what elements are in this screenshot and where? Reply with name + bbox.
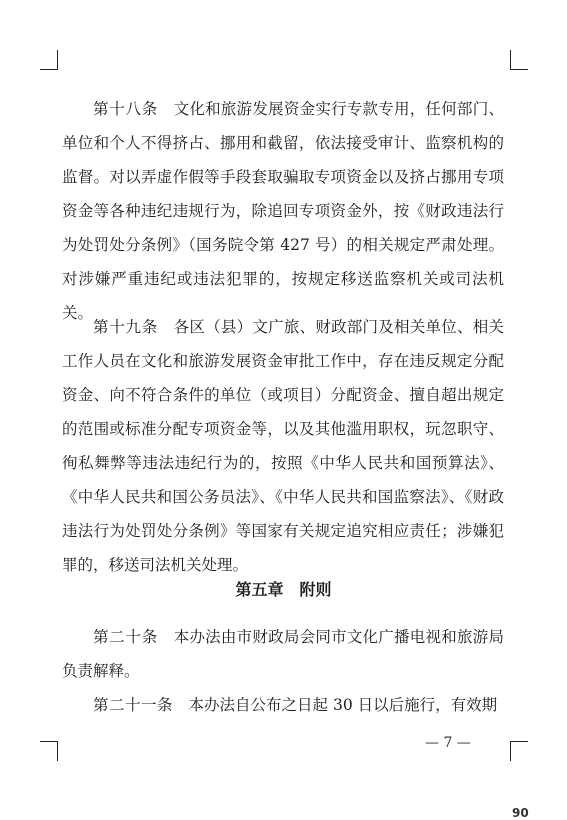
article-21-paragraph [62,688,504,722]
crop-mark-bottom-right-v [510,741,511,761]
article-19-paragraph [62,310,504,582]
article-20-label: 第二十条 [93,628,158,646]
crop-mark-bottom-left-v [57,741,58,761]
article-21-text: 本办法自公布之日起 30 日以后施行，有效期 [188,696,498,714]
corner-mark-text: 90 [512,806,529,820]
article-18-label: 第十八条 [93,100,158,118]
article-20-text: 本办法由市财政局会同市文化广播电视和旅游局负责解释。 [62,628,504,680]
article-21-label: 第二十一条 [93,696,174,714]
page-number: — 7 — [425,735,471,751]
crop-mark-top-right-h [510,69,528,70]
chapter-5-heading: 第五章 附则 [235,580,332,599]
crop-mark-top-left-h [40,69,58,70]
crop-mark-bottom-right-h [510,741,528,742]
article-18-paragraph [62,92,504,330]
article-18-text: 文化和旅游发展资金实行专款专用，任何部门、单位和个人不得挤占、挪用和截留，依法接受审计、监察机构的监督。对以弄虚作假等手段套取骗取专项资金以及挤占挪用专项资金等各种违纪违规行为，除追回专项资金外，按《财政违法行为处罚处分条例》（国务院令第 427 号）的相关规定严肃处理。对涉嫌严重违纪或违法犯罪的，按规定移送监察机关或司法机关。 [62,100,504,322]
crop-mark-top-right-v [510,50,511,70]
article-19-label: 第十九条 [93,318,158,336]
article-20-paragraph [62,620,504,688]
crop-mark-bottom-left-h [40,741,58,742]
article-19-text: 各区（县）文广旅、财政部门及相关单位、相关工作人员在文化和旅游发展资金审批工作中，存在违反规定分配资金、向不符合条件的单位（或项目）分配资金、擅自超出规定的范围或标准分配专项资金等，以及其他滥用职权，玩忽职守、徇私舞弊等违法违纪行为的，按照《中华人民共和国预算法》、《中华人民共和国公务员法》、《中华人民共和国监察法》、《财政违法行为处罚处分条例》等国家有关规定追究相应责任；涉嫌犯罪的，移送司法机关处理。 [62,318,504,574]
crop-mark-top-left-v [57,50,58,70]
